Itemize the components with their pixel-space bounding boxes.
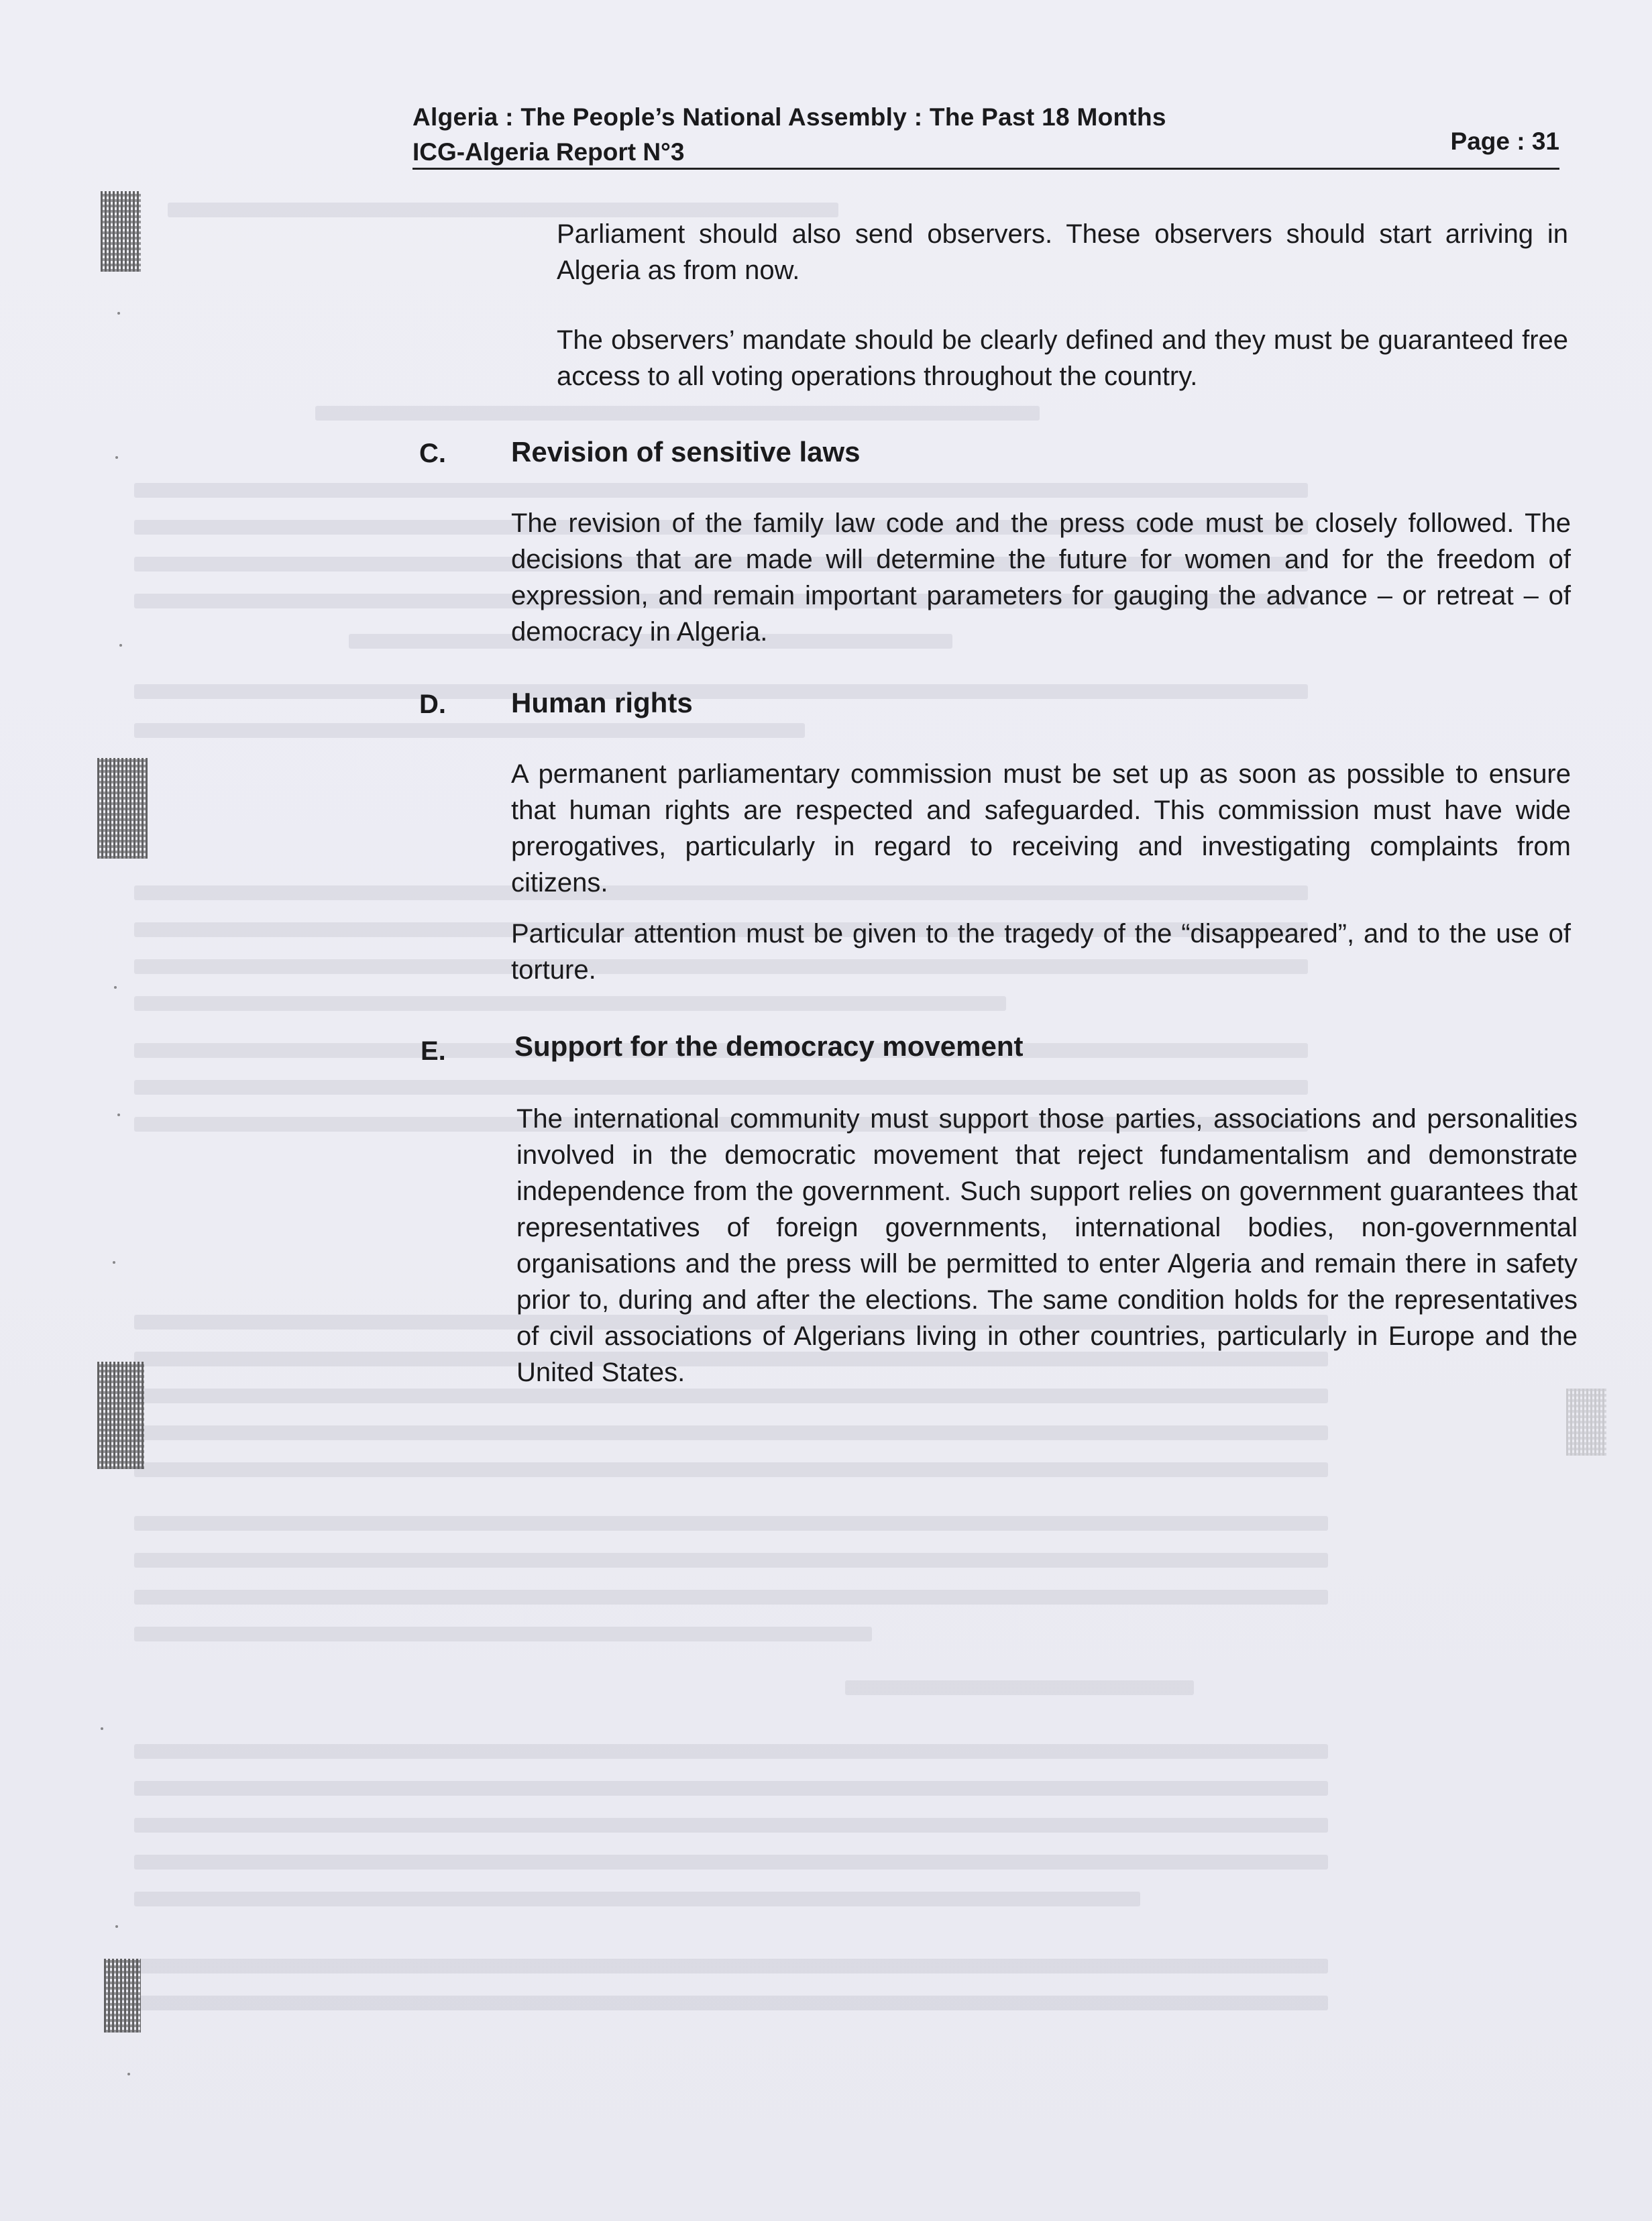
scan-dot [115, 456, 118, 459]
document-title: Algeria : The People’s National Assembly : The Past 18 Months [412, 103, 1166, 131]
scan-artifact [97, 1362, 144, 1469]
scan-dot [113, 1261, 115, 1264]
scan-dot [127, 2073, 130, 2075]
report-number: ICG-Algeria Report N°3 [412, 138, 685, 166]
section-paragraph: A permanent parliamentary commission must be set up as soon as possible to ensure that human rights are respected and safeguarded. This commission must have wide prerogatives, particularly in regard to receiving and investigating complaints from citizens. [511, 759, 1571, 898]
scan-dot [117, 312, 120, 315]
section-paragraph: The revision of the family law code and the press code must be closely followed. The decisions that are made will determine the future for women and for the freedom of expression, and remain important parameters for gauging the advance – or retreat – of democracy in Algeria. [511, 508, 1571, 647]
section-paragraph: Particular attention must be given to the tragedy of the “disappeared”, and to the use of torture. [511, 919, 1571, 985]
header-rule [412, 168, 1559, 170]
scan-artifact [101, 191, 141, 272]
scan-dot [119, 644, 122, 647]
scan-dot [117, 1114, 120, 1116]
scan-artifact [1566, 1389, 1606, 1456]
section-letter: C. [419, 439, 446, 468]
scan-artifact [97, 758, 148, 859]
section-letter: D. [419, 690, 446, 719]
section-heading: Human rights [511, 687, 693, 718]
intro-paragraph: The observers’ mandate should be clearly defined and they must be guaranteed free access to all voting operations throughout the country. [557, 325, 1568, 391]
scan-artifact [104, 1959, 141, 2033]
page-number: Page : 31 [1450, 127, 1559, 155]
section-letter: E. [421, 1036, 446, 1066]
section-heading: Revision of sensitive laws [511, 436, 861, 468]
page-header [412, 101, 1559, 168]
scan-dot [114, 986, 117, 989]
scan-dot [101, 1727, 103, 1730]
scan-dot [115, 1925, 118, 1928]
section-heading: Support for the democracy movement [514, 1030, 1024, 1062]
intro-paragraph: Parliament should also send observers. These observers should start arriving in Algeria as from now. [557, 219, 1568, 285]
section-paragraph: The international community must support those parties, associations and personalities involved in the democratic movement that reject fundamentalism and demonstrate independence from the government. Such support relies on government guarantees that representatives of foreign governments, international bodies, non-governmental organisations and the press will be permitted to enter Algeria and remain there in safety prior to, during and after the elections. The same condition holds for the representatives of civil associations of Algerians living in other countries, particularly in Europe and the United States. [516, 1104, 1578, 1387]
